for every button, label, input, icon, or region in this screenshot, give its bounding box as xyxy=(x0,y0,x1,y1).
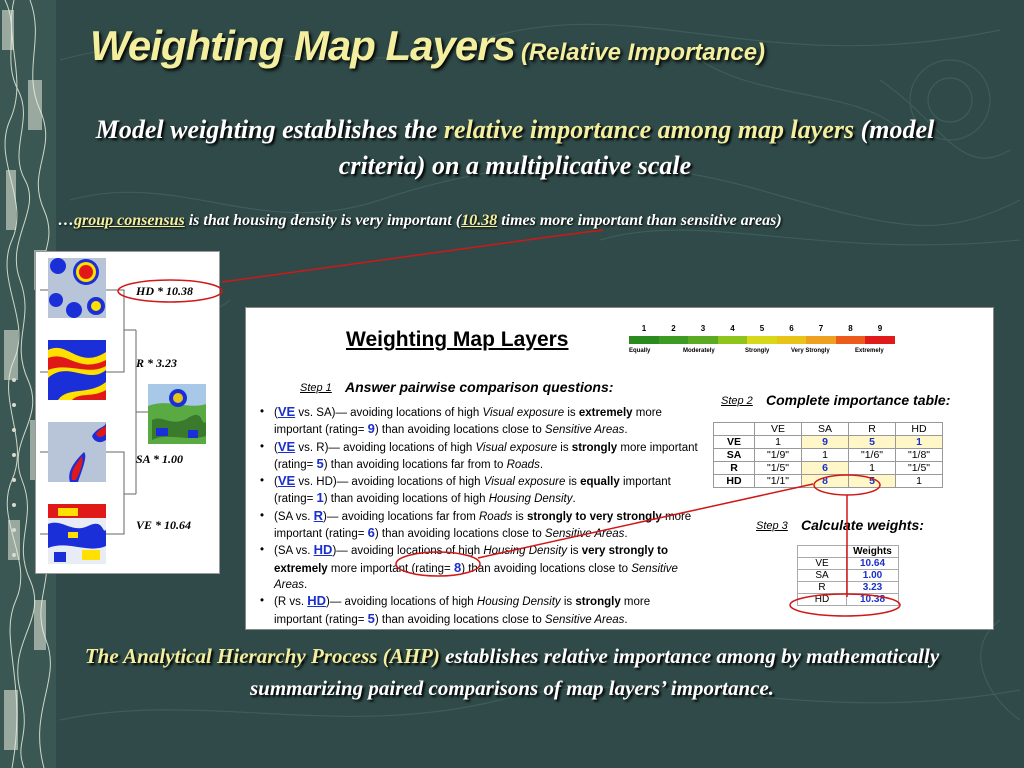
weights-value: 1.00 xyxy=(847,570,899,582)
bullet-icon: • xyxy=(260,475,265,488)
table-cell: "1/6" xyxy=(849,449,896,462)
scale-word: Equally xyxy=(629,348,651,354)
importance-row xyxy=(714,462,943,475)
col-header: VE xyxy=(755,423,802,436)
criterion-b: HD xyxy=(313,542,333,558)
rating-value: 5 xyxy=(367,610,375,626)
scale-number: 8 xyxy=(848,324,853,333)
step1-heading: Answer pairwise comparison questions: xyxy=(345,379,614,395)
bullet-icon: • xyxy=(260,544,265,557)
criterion-a: SA xyxy=(277,545,293,558)
scale-number: 3 xyxy=(700,324,706,333)
col-header: R xyxy=(849,423,896,436)
subtitle-highlight: relative importance among map layers xyxy=(443,115,855,144)
weights-row xyxy=(798,582,899,594)
step3-heading: Calculate weights: xyxy=(801,517,924,533)
housing-density-map xyxy=(48,258,106,318)
question-item: • (VE vs. R)— avoiding locations of high Visual exposure is strongly more important (rating= 5) than avoiding locations far from to Roads. xyxy=(260,438,698,471)
criterion-b: SA xyxy=(316,407,332,419)
scale-color-segment xyxy=(688,336,718,344)
consensus-link: group consensus xyxy=(74,212,185,229)
ahp-panel xyxy=(245,307,994,630)
rating-value: 9 xyxy=(367,421,375,437)
table-cell: 9 xyxy=(802,436,849,449)
scale-number: 9 xyxy=(877,324,883,333)
criterion-a: VE xyxy=(277,404,296,419)
importance-table xyxy=(713,422,943,488)
scale-word: Extremely xyxy=(855,348,884,354)
table-cell: 8 xyxy=(802,475,849,488)
consensus-lead: … xyxy=(58,212,74,229)
pairwise-questions xyxy=(260,404,700,628)
title-main: Weighting Map Layers xyxy=(90,22,515,69)
criterion-b: HD xyxy=(316,476,333,489)
consensus-tail: times more important than sensitive areas) xyxy=(497,212,782,229)
scale-color-segment xyxy=(777,336,807,344)
table-cell: 1 xyxy=(802,449,849,462)
weights-label: R xyxy=(798,582,847,594)
scale-color-segment xyxy=(865,336,895,344)
bullet-icon: • xyxy=(260,595,265,608)
criterion-a: VE xyxy=(277,438,296,454)
composite-map xyxy=(148,384,206,444)
weights-row xyxy=(798,570,899,582)
weights-value: 3.23 xyxy=(847,582,899,594)
subtitle-part1: Model weighting establishes the xyxy=(95,115,444,144)
row-header: R xyxy=(714,462,755,475)
scale-word: Strongly xyxy=(745,348,770,354)
table-cell: 1 xyxy=(755,436,802,449)
scale-color-segment xyxy=(718,336,748,344)
slide-title xyxy=(90,22,765,70)
weights-value: 10.38 xyxy=(847,594,899,606)
table-cell: 6 xyxy=(802,462,849,475)
scale-word: Moderately xyxy=(683,348,715,354)
scale-number: 5 xyxy=(759,324,765,333)
weights-row xyxy=(798,594,899,606)
scale-word: Very Strongly xyxy=(791,348,830,354)
step2-tag: Step 2 xyxy=(721,395,753,407)
table-cell: 1 xyxy=(849,462,896,475)
rating-scale xyxy=(629,324,891,364)
scale-number: 4 xyxy=(730,324,735,333)
visual-exposure-map xyxy=(48,504,106,564)
question-item: • (VE vs. HD)— avoiding locations of high Visual exposure is equally important (rating= 1) than avoiding locations of high Housing Density. xyxy=(260,473,671,506)
step2-heading: Complete importance table: xyxy=(766,392,951,408)
step1-tag: Step 1 xyxy=(300,382,332,394)
table-cell: 5 xyxy=(849,436,896,449)
weights-label: HD xyxy=(798,594,847,606)
table-cell: "1/8" xyxy=(896,449,943,462)
scale-number: 6 xyxy=(789,324,794,333)
map-label-ve: VE * 10.64 xyxy=(136,518,192,532)
roads-map xyxy=(48,340,106,400)
bullet-icon: • xyxy=(260,406,265,418)
rating-value: 5 xyxy=(316,455,324,471)
scale-number: 2 xyxy=(671,324,676,333)
row-header: HD xyxy=(714,475,755,488)
scale-color-segment xyxy=(629,336,659,344)
map-label-hd: HD * 10.38 xyxy=(136,284,193,298)
consensus-mid: is that housing density is very important ( xyxy=(184,212,462,229)
criterion-b: R xyxy=(316,441,325,454)
consensus-line xyxy=(58,212,1018,230)
rating-value: 1 xyxy=(316,490,324,506)
title-sub: (Relative Importance) xyxy=(520,39,766,66)
scale-color-segment xyxy=(836,336,866,344)
step3-tag: Step 3 xyxy=(756,520,788,532)
table-cell: 5 xyxy=(849,475,896,488)
scale-color-segment xyxy=(659,336,689,344)
col-header: HD xyxy=(896,423,943,436)
weights-row xyxy=(798,558,899,570)
criterion-a: SA xyxy=(277,510,293,523)
question-item: • (SA vs. HD)— avoiding locations of high Housing Density is very strongly to extremely more important (rating= 8) than avoiding locations close to Sensitive Areas. xyxy=(260,542,678,591)
criterion-b: R xyxy=(313,507,324,523)
table-cell: "1/5" xyxy=(896,462,943,475)
question-item: • (R vs. HD)— avoiding locations of high Housing Density is strongly more important (rating= 5) than avoiding locations close to Sensitive Areas. xyxy=(260,593,651,626)
scale-number: 1 xyxy=(641,324,647,333)
question-item: • (SA vs. R)— avoiding locations far from Roads is strongly to very strongly more important (rating= 6) than avoiding locations close to Sensitive Areas. xyxy=(260,507,692,541)
importance-row xyxy=(714,475,943,488)
bottom-caption xyxy=(60,640,964,704)
col-header: SA xyxy=(802,423,849,436)
scale-color-segment xyxy=(806,336,836,344)
importance-row xyxy=(714,449,943,462)
slide-subtitle xyxy=(70,112,960,184)
weights-label: VE xyxy=(798,558,847,570)
rating-value: 8 xyxy=(453,559,462,575)
bullet-icon: • xyxy=(260,509,265,522)
bottom-rest: establishes relative importance among by mathematically summarizing paired comparisons of map layers’ importance. xyxy=(249,644,940,700)
row-header: VE xyxy=(714,436,755,449)
sensitive-areas-map xyxy=(48,422,106,482)
criterion-a: VE xyxy=(277,473,296,489)
weights-label: SA xyxy=(798,570,847,582)
question-item: • (VE vs. SA)— avoiding locations of high Visual exposure is extremely more important (rating= 9) than avoiding locations close to Sensitive Areas. xyxy=(260,404,662,437)
scale-color-segment xyxy=(747,336,777,344)
scale-number: 7 xyxy=(818,324,824,333)
map-label-sa: SA * 1.00 xyxy=(136,452,184,466)
consensus-value: 10.38 xyxy=(461,212,498,229)
importance-row xyxy=(714,436,943,449)
weights-value: 10.64 xyxy=(847,558,899,570)
bullet-icon: • xyxy=(260,440,265,453)
table-cell: 1 xyxy=(896,475,943,488)
table-cell: "1/5" xyxy=(755,462,802,475)
map-label-r: R * 3.23 xyxy=(136,356,178,370)
weights-table xyxy=(797,545,899,606)
row-header: SA xyxy=(714,449,755,462)
map-layers-panel xyxy=(35,251,220,574)
ahp-title: Weighting Map Layers xyxy=(346,328,569,351)
rating-value: 6 xyxy=(367,525,375,541)
table-cell: "1/9" xyxy=(755,449,802,462)
criterion-a: R xyxy=(277,596,287,609)
bottom-highlight: The Analytical Hierarchy Process (AHP) xyxy=(84,644,440,668)
table-cell: 1 xyxy=(896,436,943,449)
criterion-b: HD xyxy=(307,593,327,609)
importance-header-row xyxy=(714,423,943,436)
subtitle-part2: (model criteria) on a multiplicative scale xyxy=(338,115,935,180)
table-cell: "1/1" xyxy=(755,475,802,488)
weights-header: Weights xyxy=(847,546,899,558)
